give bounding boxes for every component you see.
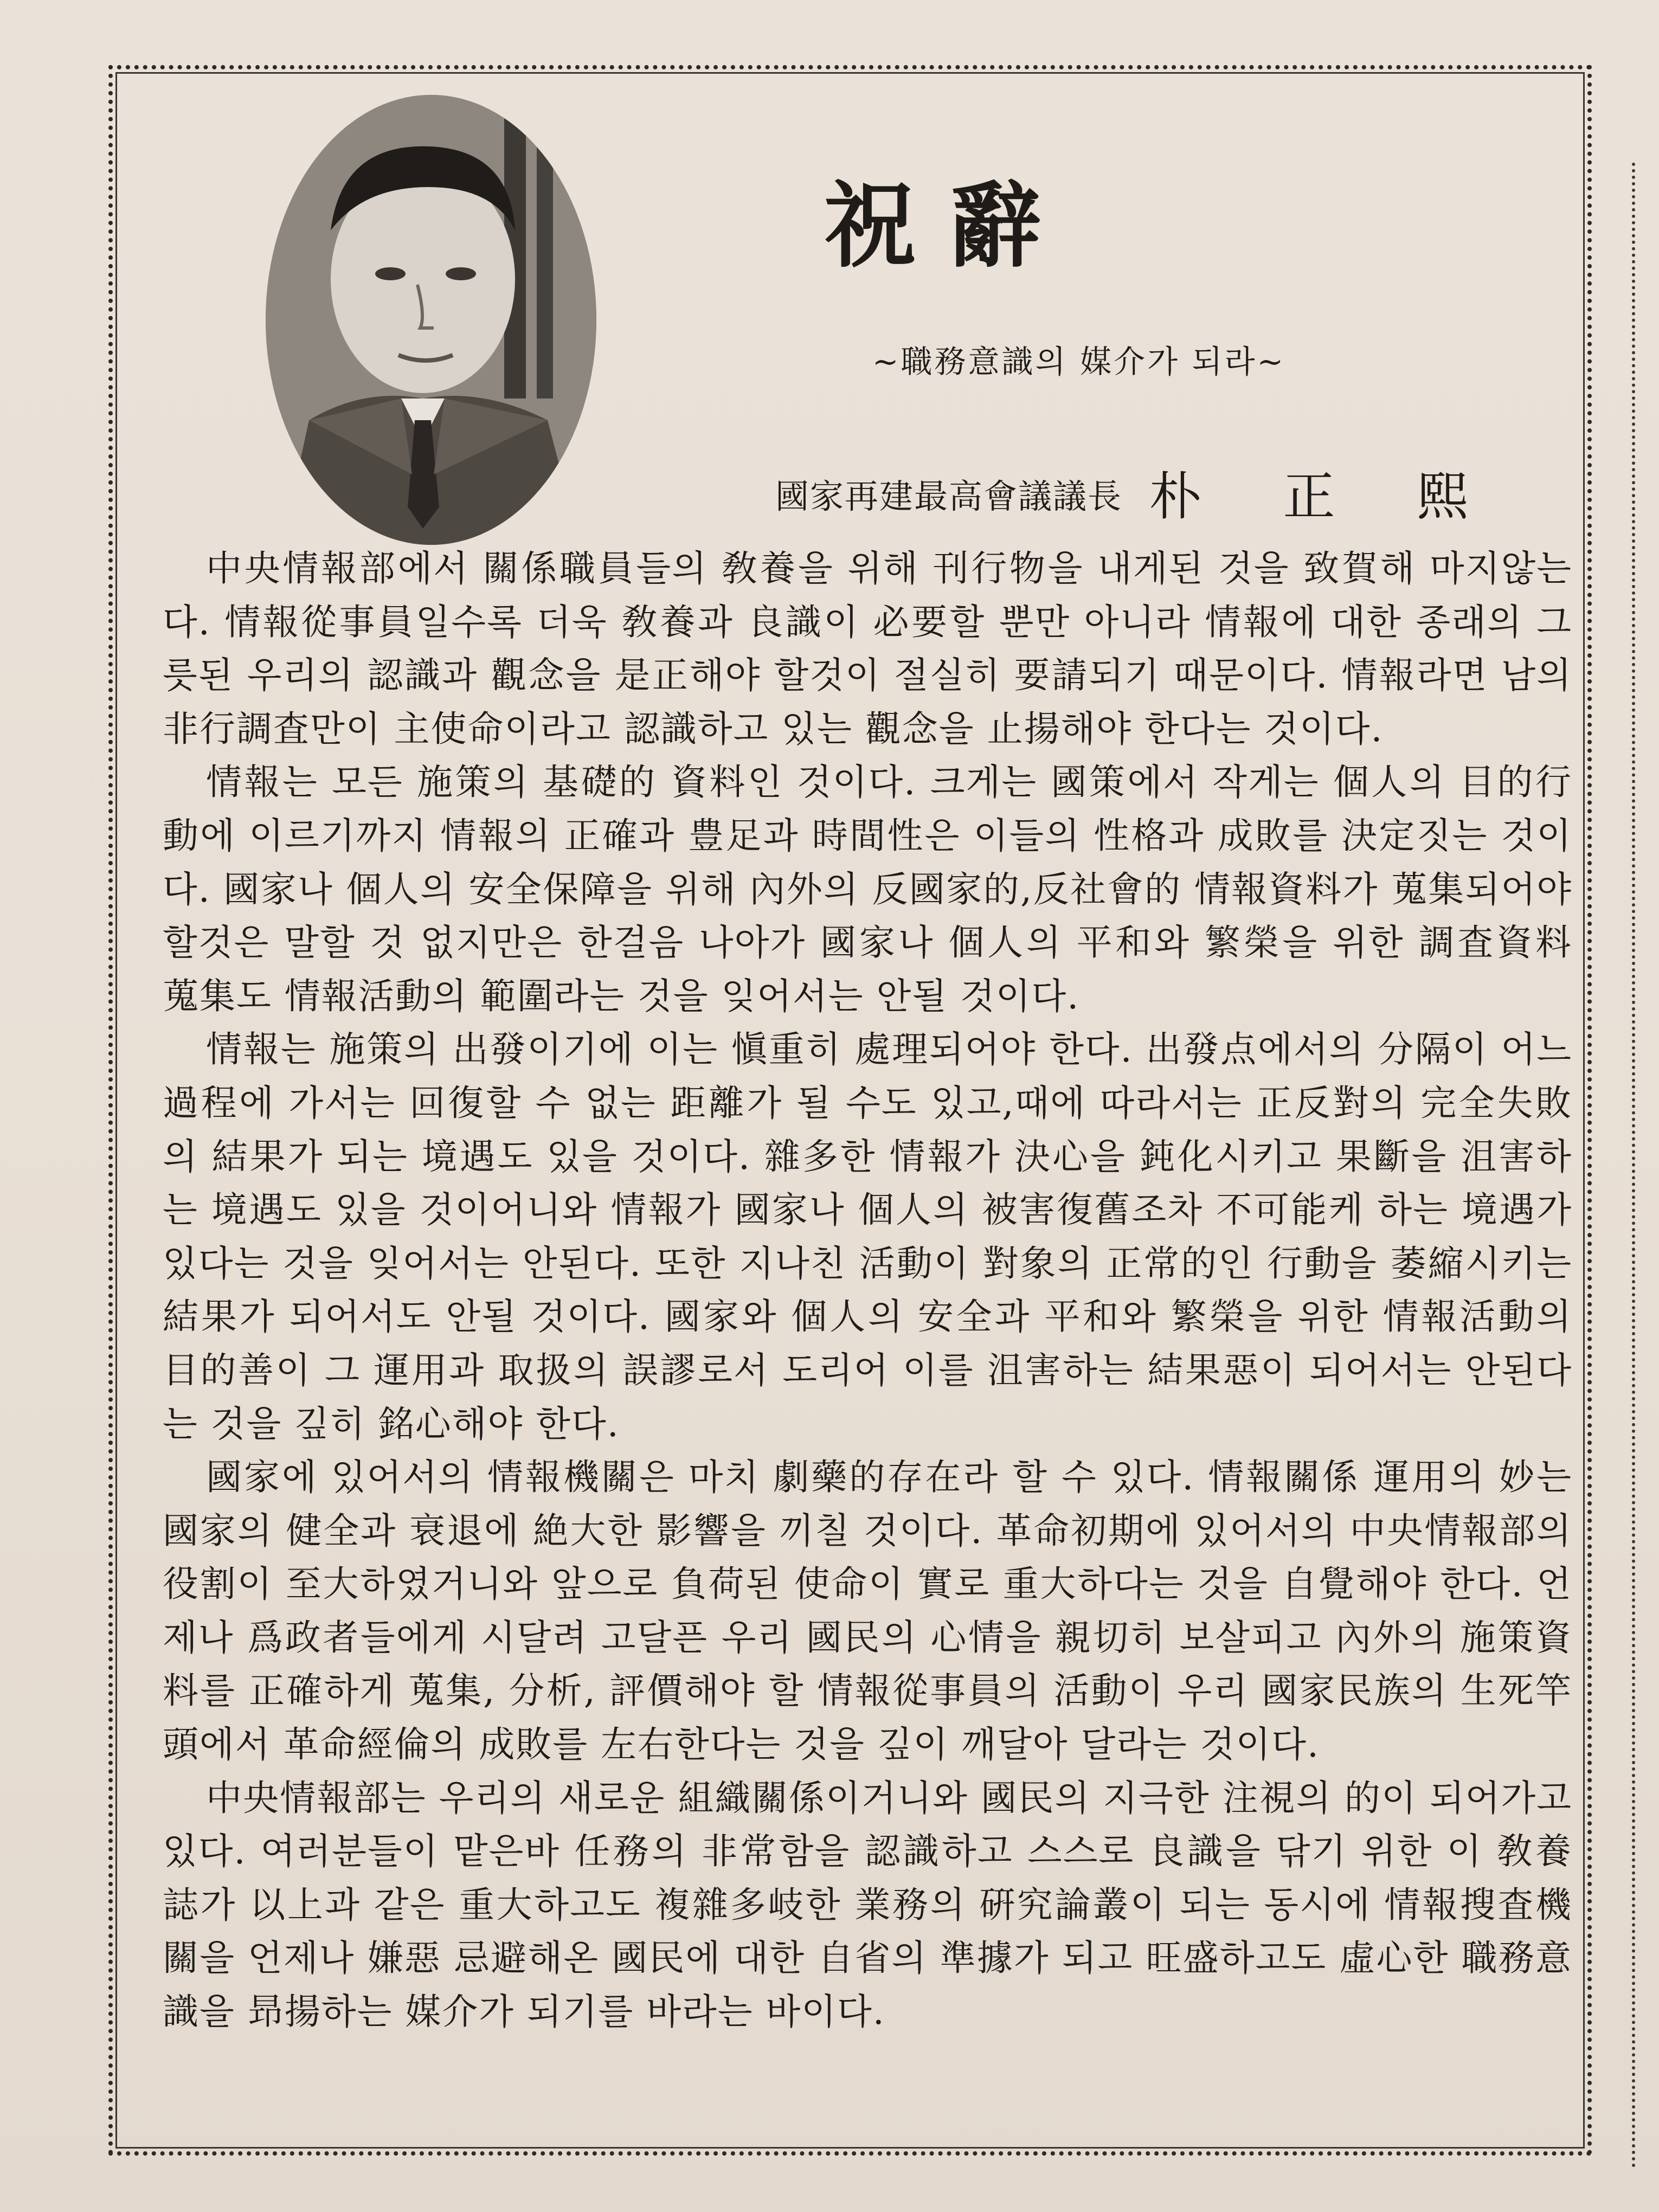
author-portrait-photo — [266, 95, 596, 545]
author-byline — [759, 455, 1551, 527]
author-position: 國家再建最高會議議長 — [775, 477, 1123, 516]
adjacent-page-border — [1632, 163, 1657, 2169]
article-body — [163, 542, 1572, 2039]
paragraph-4: 國家에 있어서의 情報機關은 마치 劇藥的存在라 할 수 있다. 情報關係 運用의 妙는 國家의 健全과 衰退에 絶大한 影響을 끼칠 것이다. 革命初期에 있어서의 中央情報部의 役割이 至大하였거니와 앞으로 負荷된 使命이 實로 重大하다는 것을 自覺해야 한다. 언제나 爲政者들에게 시달려 고달픈 우리 國民의 心情을 親切히 보살피고 內外의 施策資料를 正確하게 蒐集, 分析, 評價해야 할 情報從事員의 活動이 우리 國家民族의 生死竿頭에서 革命經倫의 成敗를 左右한다는 것을 깊이 깨달아 달라는 것이다. — [163, 1456, 1572, 1766]
paragraph-2: 情報는 모든 施策의 基礎的 資料인 것이다. 크게는 國策에서 작게는 個人의 目的行動에 이르기까지 情報의 正確과 豊足과 時間性은 이들의 性格과 成敗를 決定짓는 것이다. 國家나 個人의 安全保障을 위해 內外의 反國家的,反社會的 情報資料가 蒐集되어야 할것은 말할 것 없지만은 한걸음 나아가 國家나 個人의 平和와 繁榮을 위한 調査資料 蒐集도 情報活動의 範圍라는 것을 잊어서는 안될 것이다. — [163, 761, 1572, 1017]
paragraph-1: 中央情報部에서 關係職員들의 敎養을 위해 刊行物을 내게된 것을 致賀해 마지않는다. 情報從事員일수록 더욱 敎養과 良識이 必要할 뿐만 아니라 情報에 대한 종래의 그릇된 우리의 認識과 觀念을 是正해야 할것이 절실히 要請되기 때문이다. 情報라면 남의 非行調査만이 主使命이라고 認識하고 있는 觀念을 止揚해야 한다는 것이다. — [163, 548, 1572, 750]
author-name: 朴 正 熙 — [1149, 466, 1475, 527]
paragraph-5: 中央情報部는 우리의 새로운 組織關係이거니와 國民의 지극한 注視의 的이 되어가고 있다. 여러분들이 맡은바 任務의 非常함을 認識하고 스스로 良識을 닦기 위한 이 敎養誌가 以上과 같은 重大하고도 複雜多岐한 業務의 硏究論叢이 되는 동시에 情報搜査機關을 언제나 嫌惡 忌避해온 國民에 대한 自省의 準據가 되고 旺盛하고도 虛心한 職務意識을 昻揚하는 媒介가 되기를 바라는 바이다. — [163, 1777, 1572, 2033]
page-title: 祝辭 — [824, 172, 1073, 280]
paragraph-3: 情報는 施策의 出發이기에 이는 愼重히 處理되어야 한다. 出發点에서의 分隔이 어느 過程에 가서는 回復할 수 없는 距離가 될 수도 있고,때에 따라서는 正反對의 完全失敗의 結果가 되는 境遇도 있을 것이다. 雜多한 情報가 決心을 鈍化시키고 果斷을 沮害하는 境遇도 있을 것이어니와 情報가 國家나 個人의 被害復舊조차 不可能케 하는 境遇가 있다는 것을 잊어서는 안된다. 또한 지나친 活動이 對象의 正常的인 行動을 萎縮시키는 結果가 되어서도 안될 것이다. 國家와 個人의 安全과 平和와 繁榮을 위한 情報活動의 目的善이 그 運用과 取扱의 誤謬로서 도리어 이를 沮害하는 結果惡이 되어서는 안된다는 것을 깊히 銘心해야 한다. — [163, 1028, 1572, 1445]
page-subtitle: ~職務意識의 媒介가 되라~ — [872, 343, 1286, 380]
